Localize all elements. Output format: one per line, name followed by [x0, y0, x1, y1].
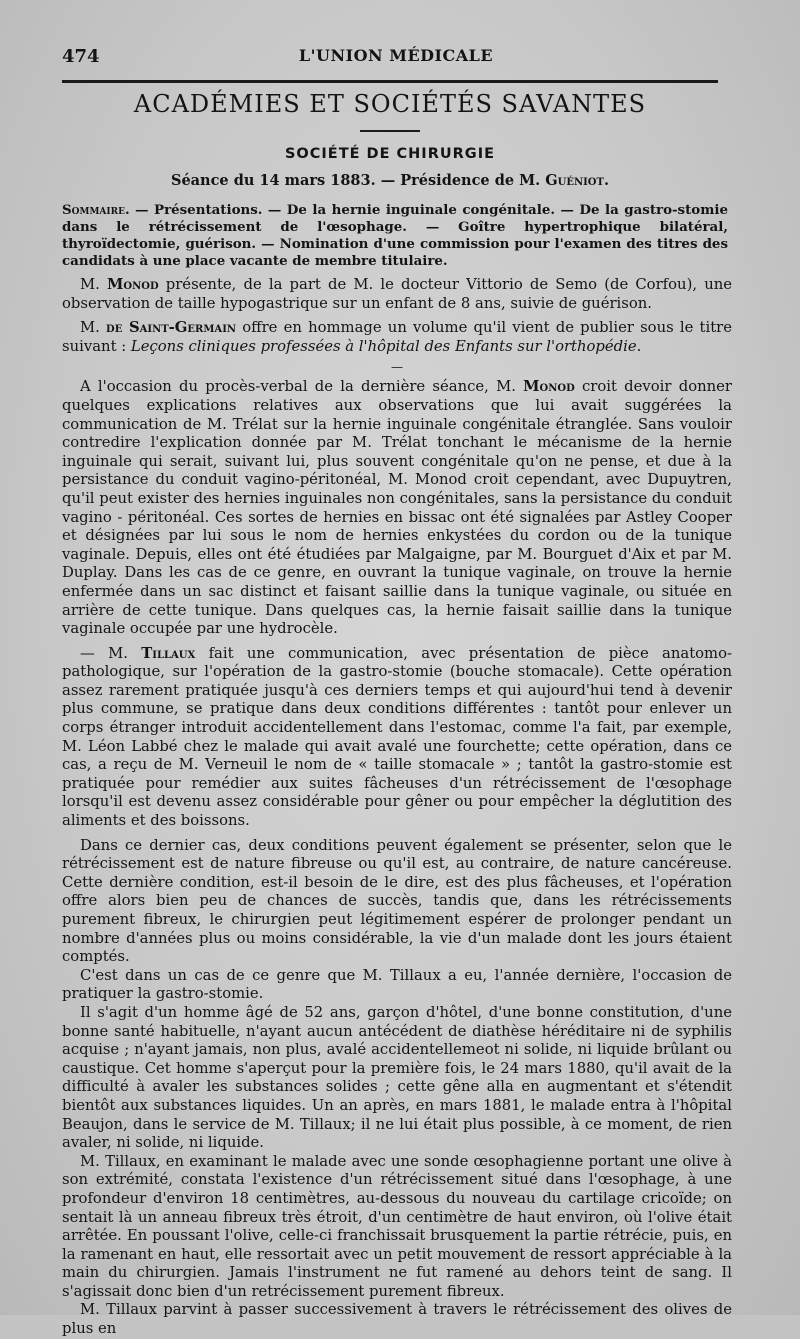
paragraph-examination: M. Tillaux, en examinant le malade avec une sonde œsophagienne portant une olive à son extrémité, constata l'existence d'un rétrécissement situé dans l'œsophage, à une profondeur d'environ 18 centimètres, au-dessous du nouveau du cartilage cricoïde; on sentait là un anneau fibreux très étroit, d'un centimètre de haut environ, où l'olive était arrêtée. En poussant l'olive, celle-ci franchissait brusquement la partie rétrécie, puis, en la ramenant en haut, elle ressortait avec un petit mouvement de ressort appréciable à la main du chirurgien. Jamais l'instrument ne fut ramené au dehors teint de sang. Il s'agissait donc bien d'un retrécissement purement fibreux.	[62, 1152, 732, 1300]
running-header	[62, 46, 730, 70]
speaker-name: Tillaux	[141, 644, 196, 662]
summary-text: . — Présentations. — De la hernie inguinale congénitale. — De la gastro-stomie dans le rétrécissement de l'œsophage. — Goître hypertrophique bilatéral, thyroïdectomie, guérison. — Nomination d'une commission pour l'examen des titres des candidats à une place vacante de membre titulaire.	[62, 202, 728, 269]
session-line	[62, 172, 718, 189]
p2-pre: M.	[80, 319, 107, 337]
p2-text: offre en hommage un volume qu'il vient de publier sous le titre suivant :	[62, 319, 732, 355]
paragraph-tillaux-communication	[62, 645, 732, 831]
p2-end: .	[636, 337, 642, 355]
paragraph-conditions: Dans ce dernier cas, deux conditions peuvent également se présenter, selon que le rétrécissement est de nature fibreuse ou qu'il est, au contraire, de nature cancéreuse. Cette dernière condition, est-il besoin de le dire, est des plus fâcheuses, et l'opération offre alors bien peu de chances de succès, tandis que, dans les rétrécissements purement fibreux, le chirurgien peut légitimement espérer de prolonger pendant un nombre d'années plus ou moins considérable, la vie d'un malade dont les jours étaient comptés.	[62, 836, 732, 966]
session-text: Séance du 14 mars 1883. — Présidence de M.	[170, 172, 546, 189]
society-heading: SOCIÉTÉ DE CHIRURGIE	[284, 146, 496, 162]
p3-text: croit devoir donner quelques explications relatives aux observations que lui avait suggérées la communication de M. Trélat sur la hernie inguinale congénitale étranglée. Sans vouloir contredire l'explication donnée par M. Trélat tonchant le mécanisme de la hernie inguinale qui serait, suivant lui, plus souvent congénitale qu'on ne pense, et due à la persistance du conduit vagino-péritonéal, M. Monod croit cependant, avec Dupuytren, qu'il peut exister des hernies inguinales non congénitales, sans la persistance du conduit vagino - péritonéal. Ces sortes de hernies en bissac ont été signalées par Astley Cooper et désignées par lui sous le nom de hernies enkystées du cordon ou de la tunique vaginale. Depuis, elles ont été étudiées par Malgaigne, par M. Bourguet d'Aix et par M. Duplay. Dans les cas de ce genre, en ouvrant la tunique vaginale, on trouve la hernie enfermée dans un sac distinct et faisant saillie dans la tunique vaginale, ou située en arrière de cette tunique. Dans quelques cas, la hernie faisait saillie dans la tunique vaginale occupée par une hydrocèle.	[62, 378, 732, 638]
book-title: Leçons cliniques professées à l'hôpital des Enfants sur l'orthopédie	[130, 337, 637, 355]
p1-pre: M.	[80, 276, 107, 293]
paragraph-case-intro: C'est dans un cas de ce genre que M. Tillaux a eu, l'année dernière, l'occasion de pratiquer la gastro-stomie.	[62, 966, 732, 1003]
p4-pre: — M.	[80, 644, 142, 662]
header-rule	[62, 80, 718, 83]
paragraph-monod-presentation	[62, 276, 732, 313]
president-name: Guéniot	[545, 172, 604, 189]
paragraph-patient-history: Il s'agit d'un homme âgé de 52 ans, garçon d'hôtel, d'une bonne constitution, d'une bonne santé habituelle, n'ayant aucun antécédent de diathèse héréditaire ni de syphilis acquise ; n'ayant jamais, non plus, avalé accidentellemeot ni solide, ni liquide brûlant ou caustique. Cet homme s'aperçut pour la première fois, le 24 mars 1880, qu'il avait de la difficulté à avaler les substances solides ; cette gêne alla en augmentant et s'étendit bientôt aux substances liquides. Un an après, en mars 1881, le malade entra à l'hôpital Beaujon, dans le service de M. Tillaux; il ne lui était plus possible, à ce moment, de rien avaler, ni solide, ni liquide.	[62, 1003, 732, 1152]
speaker-name: Monod	[523, 378, 575, 396]
p1-text: présente, de la part de M. le docteur Vittorio de Semo (de Corfou), une observation de taille hypogastrique sur un enfant de 8 ans, suivie de guérison.	[62, 276, 733, 312]
session-end: .	[603, 172, 610, 189]
summary-label: Sommaire	[62, 202, 125, 218]
speaker-name: Monod	[107, 276, 159, 293]
title-divider	[360, 130, 420, 132]
running-title: L'UNION MÉDICALE	[298, 46, 494, 65]
article-body	[62, 276, 732, 1339]
p3-pre: A l'occasion du procès-verbal de la dernière séance, M.	[80, 378, 524, 396]
page-number: 474	[62, 46, 100, 67]
paragraph-continuation: M. Tillaux parvint à passer successivement à travers le rétrécissement des olives de plus en	[62, 1301, 732, 1338]
paragraph-hernie	[62, 378, 732, 638]
paragraph-saint-germain	[62, 319, 732, 356]
paragraph-separator: —	[391, 360, 403, 375]
speaker-name: de Saint-Germain	[106, 319, 237, 337]
section-title: ACADÉMIES ET SOCIÉTÉS SAVANTES	[133, 90, 647, 118]
p4-text: fait une communication, avec présentation de pièce anatomo-pathologique, sur l'opération de la gastro-stomie (bouche stomacale). Cette opération assez rarement pratiquée jusqu'à ces derniers temps et qui aujourd'hui tend à devenir plus commune, se pratique dans deux conditions différentes : tantôt pour enlever un corps étranger introduit accidentellement dans l'estomac, comme l'a fait, par exemple, M. Léon Labbé chez le malade qui avait avalé une fourchette; cette opération, dans ce cas, a reçu de M. Verneuil le nom de « taille stomacale » ; tantôt la gastro-stomie est pratiquée pour remédier aux suites fâcheuses d'un rétrécissement de l'œsophage lorsqu'il est devenu assez considérable pour gêner ou pour empêcher la déglutition des aliments et des boissons.	[62, 644, 732, 830]
summary-block	[62, 202, 728, 270]
